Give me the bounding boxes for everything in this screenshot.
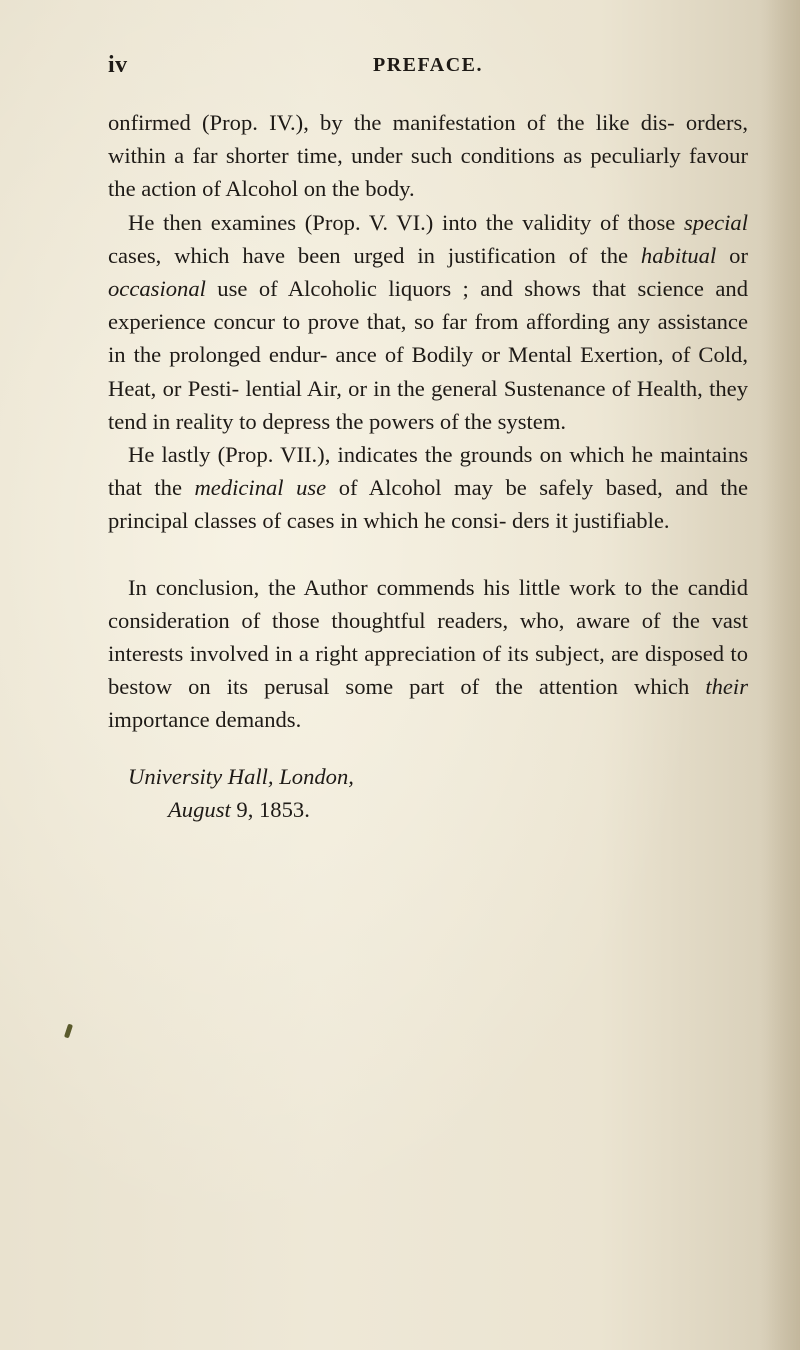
italic-phrase: occasional bbox=[108, 276, 206, 302]
signature-date bbox=[168, 793, 748, 826]
running-head: PREFACE. bbox=[373, 54, 483, 76]
signature-place: University Hall, London, bbox=[128, 764, 354, 789]
text-run: cases, which have been urged in justification of the bbox=[108, 242, 641, 268]
italic-phrase: medicinal use bbox=[194, 475, 327, 501]
body-text bbox=[108, 106, 748, 737]
italic-phrase: special bbox=[684, 209, 748, 235]
text-run: He lastly (Prop. VII.), indicates the grounds on which he maintains that the bbox=[108, 442, 748, 501]
paragraph-4 bbox=[108, 571, 748, 737]
signature-block bbox=[108, 760, 748, 826]
text-run: onfirmed (Prop. IV.), by the manifestation of the like dis- orders, within a far shorter time, under such conditions as peculiarly favour the action of Alcohol on the body. bbox=[108, 110, 748, 202]
paragraph-3 bbox=[108, 438, 748, 538]
text-run: importance demands. bbox=[108, 707, 302, 733]
text-run: He then examines (Prop. V. VI.) into the validity of those bbox=[128, 209, 684, 235]
signature-day-year: 9, 1853. bbox=[230, 797, 310, 823]
page-header bbox=[108, 52, 748, 82]
italic-phrase: their bbox=[705, 674, 748, 700]
text-run: use of Alcoholic liquors ; and shows that science and experience concur to prove that, so far from affording any assistance in the prolonged endur- ance of Bodily or Mental Exertion, of Cold, Heat, or Pesti- lential Air, or in the general Sustenance of Health, they tend in reality to depress the powers of the system. bbox=[108, 276, 748, 434]
page-edge-shadow bbox=[760, 0, 800, 1350]
paragraph-1 bbox=[108, 106, 748, 206]
italic-phrase: habitual bbox=[640, 242, 717, 268]
text-run: of Alcohol may be safely based, and the principal classes of cases in which he consi- ders it justifiable. bbox=[108, 475, 749, 534]
text-run: In conclusion, the Author commends his little work to the candid consideration of those thoughtful readers, who, aware of the vast interests involved in a right appreciation of its subject, are disposed to bestow on its perusal some part of the attention which bbox=[108, 574, 748, 700]
page-number: iv bbox=[108, 52, 128, 78]
paragraph-2 bbox=[108, 206, 748, 438]
signature-month: August bbox=[168, 797, 231, 823]
paper-blemish bbox=[64, 1024, 73, 1039]
text-run: or bbox=[716, 242, 748, 268]
